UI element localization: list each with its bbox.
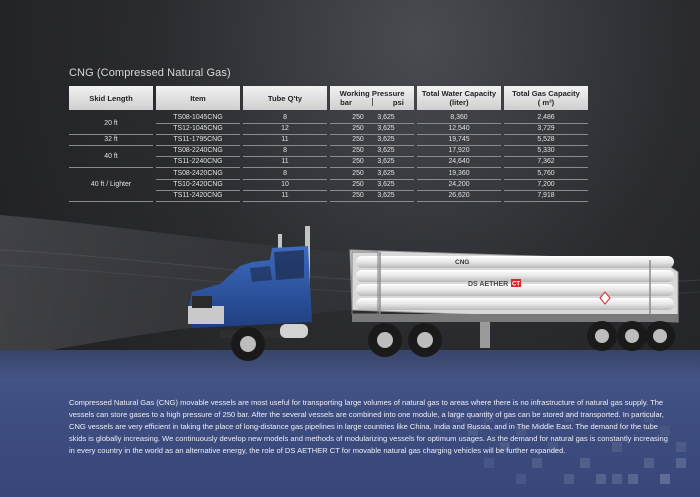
item-cell: TS08-2420CNG	[156, 168, 240, 179]
gas-capacity-cell: 7,362	[504, 157, 588, 168]
working-pressure-units	[332, 98, 412, 107]
bar-value: 250	[352, 125, 364, 133]
bar-value: 250	[352, 114, 364, 122]
tube-qty-cell: 8	[243, 146, 327, 157]
psi-value: 3,625	[377, 136, 395, 144]
tube-qty-cell: 10	[243, 180, 327, 191]
brand-suffix: CT	[512, 281, 520, 288]
tube-qty-cell: 8	[243, 168, 327, 179]
tube-qty-cell: 8	[243, 113, 327, 124]
description-paragraph: Compressed Natural Gas (CNG) movable vessels are most useful for transporting large volumes of natural gas to areas where there is no infrastructure of natural gas supply. The vessels can store gases to a high pressure of 250 bar. After the several vessels are combined into one module, a large quantity of gas can be stored and transported. In particular, CNG vessels are very efficient in taking the place of long-distance gas pipelines in large countries like China, India and Russia, and in The Middle East. The demand for the tube skids is globally increasing. We continuously develop new models and methods of modularizing vessels for optimum usages. As the demand for natural gas is constantly increasing in every country in the world as an alternative energy, the role of DS AETHER CT for movable natural gas charging vehicles will be further expanded.	[69, 398, 668, 456]
cng-tube-trailer-truck	[180, 222, 685, 372]
item-cell: TS12-1045CNG	[156, 124, 240, 135]
table-row	[69, 168, 588, 179]
psi-value: 3,625	[377, 158, 395, 166]
gas-capacity-cell: 5,760	[504, 168, 588, 179]
table-row	[69, 135, 588, 146]
bar-value: 250	[352, 169, 364, 177]
skid-length-cell: 40 ft	[69, 146, 153, 168]
psi-value: 3,625	[377, 191, 395, 199]
gas-capacity-cell: 5,330	[504, 146, 588, 157]
pressure-cell	[330, 191, 414, 202]
unit-divider	[372, 98, 373, 106]
pressure-cell	[330, 180, 414, 191]
pressure-cell	[330, 124, 414, 135]
item-cell: TS08-1045CNG	[156, 113, 240, 124]
psi-value: 3,625	[377, 169, 395, 177]
tube-qty-cell: 12	[243, 124, 327, 135]
tube-qty-cell: 11	[243, 135, 327, 146]
water-capacity-cell: 19,360	[417, 168, 501, 179]
bar-value: 250	[352, 136, 364, 144]
tank-label: CNG	[455, 259, 470, 266]
water-capacity-cell: 19,745	[417, 135, 501, 146]
brand-name: DS AETHER	[468, 281, 509, 288]
gas-capacity-cell: 7,918	[504, 191, 588, 202]
unit-bar: bar	[340, 98, 352, 107]
table-row	[69, 113, 588, 124]
water-capacity-cell: 8,360	[417, 113, 501, 124]
item-cell: TS11-2240CNG	[156, 157, 240, 168]
unit-psi: psi	[392, 98, 404, 107]
working-pressure-label: Working Pressure	[339, 89, 405, 98]
psi-value: 3,625	[377, 125, 395, 133]
psi-value: 3,625	[377, 147, 395, 155]
bar-value: 250	[352, 180, 364, 188]
gas-capacity-cell: 7,200	[504, 180, 588, 191]
item-cell: TS11-2420CNG	[156, 191, 240, 202]
item-cell: TS08-2240CNG	[156, 146, 240, 157]
water-capacity-unit: (liter)	[449, 98, 469, 107]
pressure-cell	[330, 113, 414, 124]
header-item: Item	[156, 86, 240, 110]
brand-logo	[468, 279, 521, 288]
header-water-capacity	[417, 86, 501, 110]
water-capacity-cell: 17,920	[417, 146, 501, 157]
gas-capacity-unit: ( m³)	[537, 98, 555, 107]
tube-qty-cell: 11	[243, 157, 327, 168]
bar-value: 250	[352, 158, 364, 166]
pressure-cell	[330, 135, 414, 146]
header-working-pressure	[330, 86, 414, 110]
header-tube-qty: Tube Q'ty	[243, 86, 327, 110]
water-capacity-cell: 24,640	[417, 157, 501, 168]
water-capacity-cell: 24,200	[417, 180, 501, 191]
water-capacity-cell: 26,620	[417, 191, 501, 202]
bar-value: 250	[352, 191, 364, 199]
item-cell: TS10-2420CNG	[156, 180, 240, 191]
gas-capacity-cell: 5,528	[504, 135, 588, 146]
psi-value: 3,625	[377, 180, 395, 188]
table-header-row	[69, 86, 588, 110]
water-capacity-cell: 12,540	[417, 124, 501, 135]
water-capacity-label: Total Water Capacity	[421, 89, 497, 98]
header-gas-capacity	[504, 86, 588, 110]
pressure-cell	[330, 157, 414, 168]
pressure-cell	[330, 168, 414, 179]
item-cell: TS11-1795CNG	[156, 135, 240, 146]
gas-capacity-cell: 2,486	[504, 113, 588, 124]
tube-qty-cell: 11	[243, 191, 327, 202]
skid-length-cell: 40 ft / Lighter	[69, 168, 153, 201]
skid-length-cell: 20 ft	[69, 113, 153, 135]
psi-value: 3,625	[377, 114, 395, 122]
gas-capacity-label: Total Gas Capacity	[512, 89, 580, 98]
bar-value: 250	[352, 147, 364, 155]
section-title: CNG (Compressed Natural Gas)	[69, 67, 231, 79]
skid-length-cell: 32 ft	[69, 135, 153, 146]
header-skid-length: Skid Length	[69, 86, 153, 110]
cng-spec-table	[66, 86, 591, 202]
gas-capacity-cell: 3,729	[504, 124, 588, 135]
pressure-cell	[330, 146, 414, 157]
table-row	[69, 146, 588, 157]
truck-cab	[188, 226, 312, 338]
